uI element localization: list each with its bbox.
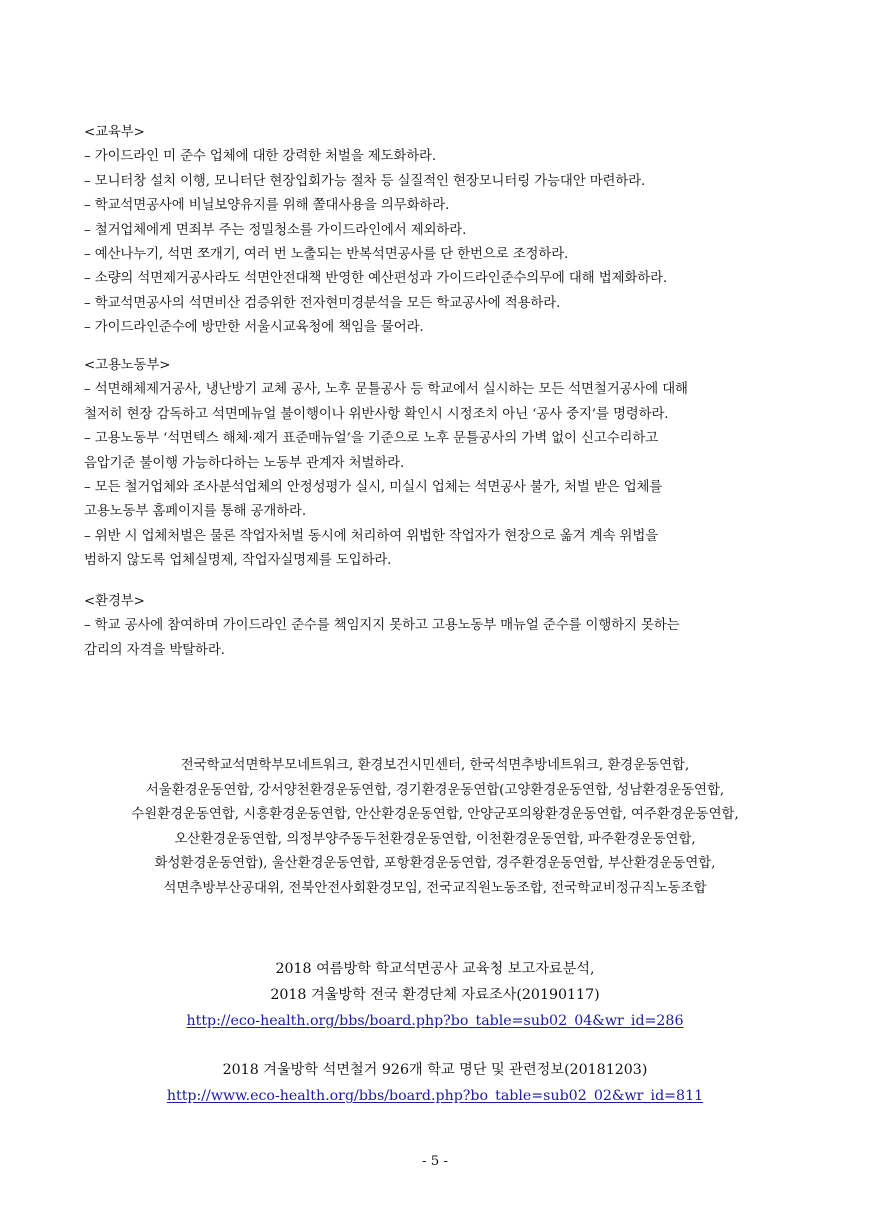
reference-link-1[interactable]: http://eco-health.org/bbs/board.php?bo_table=sub02_04&wr_id=286 <box>186 1013 684 1029</box>
reference-link-row <box>60 1008 810 1034</box>
demand-item: – 위반 시 업체처벌은 물론 작업자처벌 동시에 처리하여 위법한 작업자가 현장으로 옮겨 계속 위법을 <box>84 528 659 544</box>
page-number: - 5 - <box>421 1154 449 1169</box>
demand-item: – 철거업체에게 면죄부 주는 정밀청소를 가이드라인에서 제외하라. <box>84 222 467 238</box>
organizations-line: 서울환경운동연합, 강서양천환경운동연합, 경기환경운동연합(고양환경운동연합, 성남환경운동연합, <box>145 782 725 798</box>
environment-ministry-section <box>84 590 796 663</box>
demand-item: – 모니터창 설치 이행, 모니터단 현장입회가능 절차 등 실질적인 현장모니터링 가능대안 마련하라. <box>84 173 646 189</box>
reference-block-1 <box>60 956 810 1034</box>
reference-link-2[interactable]: http://www.eco-health.org/bbs/board.php?bo_table=sub02_02&wr_id=811 <box>166 1088 704 1104</box>
demand-item: – 석면해체제거공사, 냉난방기 교체 공사, 노후 문틀공사 등 학교에서 실시하는 모든 석면철거공사에 대해 <box>84 382 688 398</box>
demand-item: – 학교석면공사에 비닐보양유지를 위해 쫄대사용을 의무화하라. <box>84 198 450 214</box>
demand-item: – 가이드라인준수에 방만한 서울시교육청에 책임을 물어라. <box>84 320 424 336</box>
education-ministry-section <box>84 121 796 341</box>
reference-title: 2018 여름방학 학교석면공사 교육청 보고자료분석, <box>275 961 595 977</box>
labor-ministry-section <box>84 354 796 574</box>
section-heading: <환경부> <box>84 594 145 609</box>
demand-item-continuation: 음압기준 불이행 가능하다하는 노동부 관계자 처벌하라. <box>84 455 405 471</box>
demand-item: – 소량의 석면제거공사라도 석면안전대책 반영한 예산편성과 가이드라인준수의무에 대해 법제화하라. <box>84 271 668 287</box>
demand-item-continuation: 감리의 자격을 박탈하라. <box>84 642 225 658</box>
demand-item: – 학교 공사에 참여하며 가이드라인 준수를 책임지지 못하고 고용노동부 매뉴얼 준수를 이행하지 못하는 <box>84 618 680 634</box>
organizations-list <box>60 754 810 901</box>
demand-item: – 학교석면공사의 석면비산 검증위한 전자현미경분석을 모든 학교공사에 적용하라. <box>84 295 561 311</box>
section-heading: <교육부> <box>84 125 145 140</box>
reference-title: 2018 겨울방학 석면철거 926개 학교 명단 및 관련정보(20181203) <box>222 1062 648 1078</box>
organizations-line: 전국학교석면학부모네트워크, 환경보건시민센터, 한국석면추방네트워크, 환경운동연합, <box>180 758 690 773</box>
organizations-line: 화성환경운동연합), 울산환경운동연합, 포항환경운동연합, 경주환경운동연합, 부산환경운동연합, <box>154 856 716 871</box>
demand-item: – 고용노동부 ‘석면텍스 해체·제거 표준매뉴얼’을 기준으로 노후 문틀공사의 가벽 없이 신고수리하고 <box>84 431 659 447</box>
demand-item: – 가이드라인 미 준수 업체에 대한 강력한 처벌을 제도화하라. <box>84 149 437 165</box>
organizations-line: 석면추방부산공대위, 전북안전사회환경모임, 전국교직원노동조합, 전국학교비정규직노동조합 <box>163 880 707 896</box>
reference-block-2 <box>60 1057 810 1109</box>
demand-item: – 모든 철거업체와 조사분석업체의 안정성평가 실시, 미실시 업체는 석면공사 불가, 처벌 받은 업체를 <box>84 480 663 496</box>
reference-link-row <box>60 1083 810 1109</box>
demand-item: – 예산나누기, 석면 쪼개기, 여러 번 노출되는 반복석면공사를 단 한번으로 조정하라. <box>84 247 569 263</box>
section-heading: <고용노동부> <box>84 358 171 373</box>
demand-item-continuation: 철저히 현장 감독하고 석면메뉴얼 불이행이나 위반사항 확인시 시정조치 아닌 ‘공사 중지’를 명령하라. <box>84 406 669 422</box>
demand-item-continuation: 고용노동부 홈페이지를 통해 공개하라. <box>84 504 306 520</box>
organizations-line: 수원환경운동연합, 시흥환경운동연합, 안산환경운동연합, 안양군포의왕환경운동연합, 여주환경운동연합, <box>131 807 739 822</box>
reference-title: 2018 겨울방학 전국 환경단체 자료조사(20190117) <box>270 987 600 1003</box>
demand-item-continuation: 범하지 않도록 업체실명제, 작업자실명제를 도입하라. <box>84 553 392 569</box>
organizations-line: 오산환경운동연합, 의정부양주동두천환경운동연합, 이천환경운동연합, 파주환경운동연합, <box>174 831 696 847</box>
